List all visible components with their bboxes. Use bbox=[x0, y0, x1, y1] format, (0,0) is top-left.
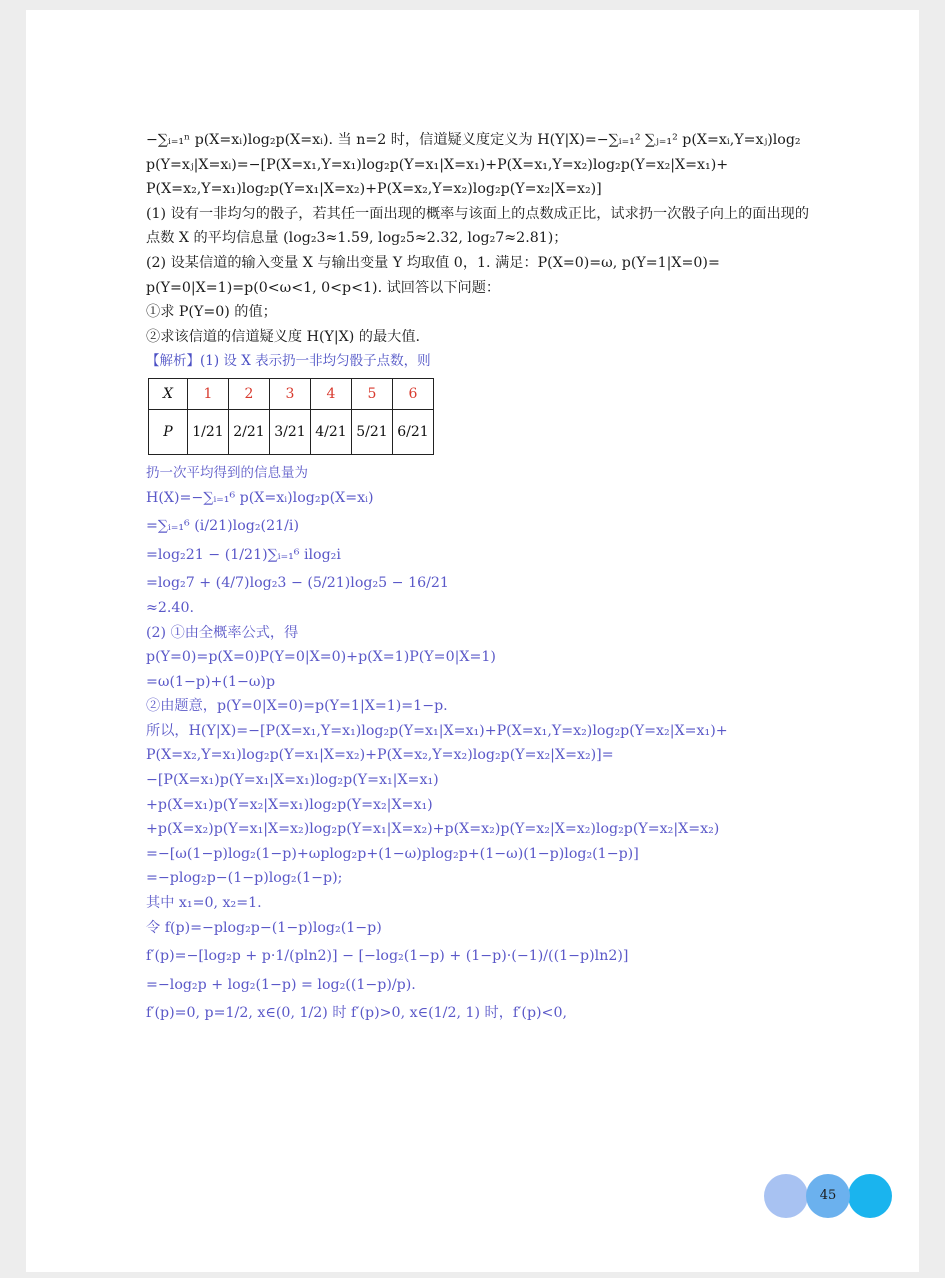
table-cell-p: 4/21 bbox=[311, 409, 352, 454]
table-cell-p: 1/21 bbox=[188, 409, 229, 454]
problem-line: ①求 P(Y=0) 的值； bbox=[146, 304, 277, 321]
table-cell-x: 3 bbox=[270, 378, 311, 409]
page-sheet bbox=[26, 10, 919, 1272]
table-row-x bbox=[149, 378, 434, 409]
table-cell-x: 1 bbox=[188, 378, 229, 409]
problem-line: ②求该信道的信道疑义度 H(Y|X) 的最大值. bbox=[146, 328, 421, 345]
table-row-p bbox=[149, 409, 434, 454]
table-cell-p: 2/21 bbox=[229, 409, 270, 454]
solution-line: P(X=x₂,Y=x₁)log₂p(Y=x₁|X=x₂)+P(X=x₂,Y=x₂)log₂p(Y=x₂|X=x₂)]= bbox=[146, 747, 614, 764]
solution-body bbox=[146, 461, 876, 1026]
problem-line: P(X=x₂,Y=x₁)log₂p(Y=x₁|X=x₂)+P(X=x₂,Y=x₂)log₂p(Y=x₂|X=x₂)] bbox=[146, 181, 602, 198]
table-cell-x: 6 bbox=[393, 378, 434, 409]
solution-line: =−[ω(1−p)log₂(1−p)+ωplog₂p+(1−ω)plog₂p+(1−ω)(1−p)log₂(1−p)] bbox=[146, 845, 639, 862]
solution-line: ②由题意，p(Y=0|X=0)=p(Y=1|X=1)=1−p. bbox=[146, 698, 448, 715]
solution-line: =log₂7 + (4/7)log₂3 − (5/21)log₂5 − 16/21 bbox=[146, 575, 449, 592]
solution-line: ≈2.40. bbox=[146, 599, 194, 616]
page-number-badge bbox=[764, 1174, 894, 1220]
page-content bbox=[146, 128, 876, 1026]
table-cell-x: 4 bbox=[311, 378, 352, 409]
solution-line: 其中 x₁=0, x₂=1. bbox=[146, 895, 262, 912]
table-row-label: P bbox=[149, 409, 188, 454]
decor-circle-left bbox=[764, 1174, 808, 1218]
distribution-table bbox=[148, 378, 434, 455]
solution-line: +p(X=x₂)p(Y=x₁|X=x₂)log₂p(Y=x₁|X=x₂)+p(X=x₂)p(Y=x₂|X=x₂)log₂p(Y=x₂|X=x₂) bbox=[146, 821, 720, 838]
solution-line: 所以，H(Y|X)=−[P(X=x₁,Y=x₁)log₂p(Y=x₁|X=x₁)+P(X=x₁,Y=x₂)log₂p(Y=x₂|X=x₁)+ bbox=[146, 722, 728, 739]
decor-circle-right bbox=[848, 1174, 892, 1218]
solution-line: p(Y=0)=p(X=0)P(Y=0|X=0)+p(X=1)P(Y=0|X=1) bbox=[146, 649, 496, 666]
problem-line: (2) 设某信道的输入变量 X 与输出变量 Y 均取值 0，1. 满足：P(X=0)=ω, p(Y=1|X=0)= bbox=[146, 254, 720, 271]
problem-line: p(Y=0|X=1)=p(0<ω<1, 0<p<1). 试回答以下问题： bbox=[146, 279, 501, 296]
solution-line: 扔一次平均得到的信息量为 bbox=[146, 464, 308, 481]
problem-line: 点数 X 的平均信息量 (log₂3≈1.59, log₂5≈2.32, log₂7≈2.81)； bbox=[146, 230, 568, 247]
solution-line: (2) ①由全概率公式，得 bbox=[146, 624, 299, 641]
solution-line: f′(p)=0, p=1/2, x∈(0, 1/2) 时 f′(p)>0, x∈(1/2, 1) 时，f′(p)<0, bbox=[146, 1005, 567, 1022]
solution-line: +p(X=x₁)p(Y=x₂|X=x₁)log₂p(Y=x₂|X=x₁) bbox=[146, 796, 433, 813]
solution-line: =−plog₂p−(1−p)log₂(1−p); bbox=[146, 870, 343, 887]
problem-statement bbox=[146, 128, 876, 349]
problem-line: −∑ᵢ₌₁ⁿ p(X=xᵢ)log₂p(X=xᵢ). 当 n=2 时，信道疑义度定义为 H(Y|X)=−∑ᵢ₌₁² ∑ⱼ₌₁² p(X=xᵢ,Y=xⱼ)log₂ bbox=[146, 132, 801, 148]
solution-line: =log₂21 − (1/21)∑ᵢ₌₁⁶ ilog₂i bbox=[146, 546, 341, 563]
solution-line: =−log₂p + log₂(1−p) = log₂((1−p)/p). bbox=[146, 976, 416, 993]
table-cell-p: 6/21 bbox=[393, 409, 434, 454]
problem-line: (1) 设有一非均匀的骰子，若其任一面出现的概率与该面上的点数成正比，试求扔一次骰子向上的面出现的 bbox=[146, 205, 810, 222]
solution-line: H(X)=−∑ᵢ₌₁⁶ p(X=xᵢ)log₂p(X=xᵢ) bbox=[146, 489, 374, 506]
solution-line: 令 f(p)=−plog₂p−(1−p)log₂(1−p) bbox=[146, 919, 382, 936]
table-cell-p: 3/21 bbox=[270, 409, 311, 454]
problem-line: p(Y=xⱼ|X=xᵢ)=−[P(X=x₁,Y=x₁)log₂p(Y=x₁|X=x₁)+P(X=x₁,Y=x₂)log₂p(Y=x₂|X=x₁)+ bbox=[146, 156, 729, 173]
solution-header: 【解析】(1) 设 X 表示扔一非均匀骰子点数，则 bbox=[146, 353, 431, 370]
table-cell-p: 5/21 bbox=[352, 409, 393, 454]
solution-line: −[P(X=x₁)p(Y=x₁|X=x₁)log₂p(Y=x₁|X=x₁) bbox=[146, 772, 439, 789]
table-cell-x: 5 bbox=[352, 378, 393, 409]
solution-line: =∑ᵢ₌₁⁶ (i/21)log₂(21/i) bbox=[146, 518, 299, 535]
solution-line: f′(p)=−[log₂p + p·1/(pln2)] − [−log₂(1−p) + (1−p)·(−1)/((1−p)ln2)] bbox=[146, 948, 629, 965]
page-number: 45 bbox=[819, 1188, 837, 1203]
solution-line: =ω(1−p)+(1−ω)p bbox=[146, 673, 276, 690]
table-cell-x: 2 bbox=[229, 378, 270, 409]
table-row-label: X bbox=[149, 378, 188, 409]
